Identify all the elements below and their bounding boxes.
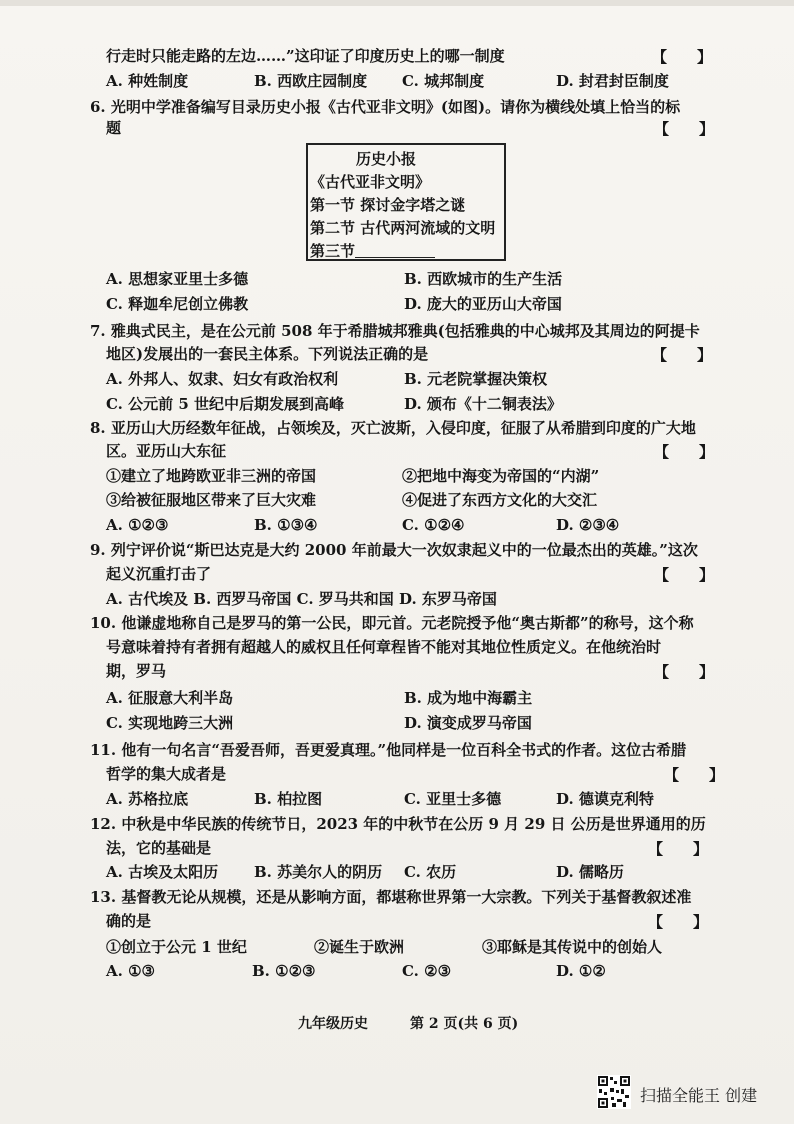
q8-stem-line2: 区。亚历山大东征 — [106, 442, 227, 460]
q6-option-c: C. 释迦牟尼创立佛教 — [106, 295, 249, 313]
q8-option-b: B. ①③④ — [254, 516, 318, 534]
q9-answer-bracket: 【 】 — [654, 566, 715, 584]
q13-option-d: D. ①② — [556, 962, 606, 980]
q8-option-a: A. ①②③ — [106, 516, 169, 534]
q12-option-d: D. 儒略历 — [556, 863, 624, 881]
q7-option-d: D. 颁布《十二铜表法》 — [404, 395, 562, 413]
box-section-2: 第二节 古代两河流域的文明 — [310, 219, 496, 237]
box-subtitle: 《古代亚非文明》 — [310, 173, 431, 191]
q7-option-b: B. 元老院掌握决策权 — [404, 370, 548, 388]
q10-stem-line2: 号意味着持有者拥有超越人的威权且任何章程皆不能对其地位性质定义。在他统治时 — [106, 638, 662, 656]
q10-option-a: A. 征服意大利半岛 — [106, 689, 234, 707]
q12-option-b: B. 苏美尔人的阴历 — [254, 863, 383, 881]
page-top-edge — [0, 0, 794, 6]
footer-subject: 九年级历史 — [298, 1016, 368, 1032]
q6-option-b: B. 西欧城市的生产生活 — [404, 270, 563, 288]
q10-option-d: D. 演变成罗马帝国 — [404, 714, 532, 732]
q12-option-a: A. 古埃及太阳历 — [106, 863, 219, 881]
q12-answer-bracket: 【 】 — [648, 840, 709, 858]
q11-stem-line1: 11. 他有一句名言“吾爱吾师，吾更爱真理。”他同样是一位百科全书式的作者。这位古希腊 — [90, 741, 687, 759]
q11-option-b: B. 柏拉图 — [254, 790, 323, 808]
q6-newspaper-box — [306, 143, 506, 261]
q10-option-b: B. 成为地中海霸主 — [404, 689, 533, 707]
q13-option-a: A. ①③ — [106, 962, 155, 980]
q6-stem-line2: 题 — [106, 119, 122, 137]
q9-stem-line2: 起义沉重打击了 — [106, 565, 212, 583]
q13-item-1: ①创立于公元 1 世纪 — [106, 938, 247, 956]
q7-option-c: C. 公元前 5 世纪中后期发展到高峰 — [106, 395, 345, 413]
q11-option-a: A. 苏格拉底 — [106, 790, 189, 808]
q13-item-2: ②诞生于欧洲 — [314, 938, 405, 956]
q12-stem-line2: 法，它的基础是 — [106, 839, 212, 857]
q13-stem-line1: 13. 基督教无论从规模，还是从影响方面，都堪称世界第一大宗教。下列关于基督教叙述准 — [90, 888, 692, 906]
q6-option-d: D. 庞大的亚历山大帝国 — [404, 295, 562, 313]
q5-answer-bracket: 【 】 — [652, 48, 713, 66]
q13-answer-bracket: 【 】 — [648, 913, 709, 931]
q6-answer-bracket: 【 】 — [654, 120, 715, 138]
box-section-3: 第三节 — [310, 240, 435, 261]
q11-option-d: D. 德谟克利特 — [556, 790, 654, 808]
q12-stem-line1: 12. 中秋是中华民族的传统节日，2023 年的中秋节在公历 9 月 29 日 公历是世界通用的历 — [90, 815, 706, 833]
q13-stem-line2: 确的是 — [106, 912, 152, 930]
q12-option-c: C. 农历 — [404, 863, 457, 881]
scanner-brand-label: 扫描全能王 创建 — [640, 1086, 758, 1105]
q5-option-a: A. 种姓制度 — [106, 72, 189, 90]
q13-item-3: ③耶稣是其传说中的创始人 — [482, 938, 663, 956]
q10-option-c: C. 实现地跨三大洲 — [106, 714, 234, 732]
q8-answer-bracket: 【 】 — [654, 443, 715, 461]
q8-item-3: ③给被征服地区带来了巨大灾难 — [106, 491, 317, 509]
q10-answer-bracket: 【 】 — [654, 663, 715, 681]
q10-stem-line3: 期，罗马 — [106, 662, 167, 680]
fill-in-blank — [355, 243, 435, 258]
q11-stem-line2: 哲学的集大成者是 — [106, 765, 227, 783]
q9-stem-line1: 9. 列宁评价说“斯巴达克是大约 2000 年前最大一次奴隶起义中的一位最杰出的英雄。”这次 — [90, 541, 698, 559]
q13-option-b: B. ①②③ — [252, 962, 316, 980]
q8-option-d: D. ②③④ — [556, 516, 620, 534]
q8-item-4: ④促进了东西方文化的大交汇 — [402, 491, 598, 509]
q8-item-2: ②把地中海变为帝国的“内湖” — [402, 467, 600, 485]
q10-stem-line1: 10. 他谦虚地称自己是罗马的第一公民，即元首。元老院授予他“奥古斯都”的称号，这个称 — [90, 614, 694, 632]
box-section-1: 第一节 探讨金字塔之谜 — [310, 196, 466, 214]
q7-option-a: A. 外邦人、奴隶、妇女有政治权利 — [106, 370, 339, 388]
q7-answer-bracket: 【 】 — [652, 346, 713, 364]
q5-option-c: C. 城邦制度 — [402, 72, 485, 90]
q8-item-1: ①建立了地跨欧亚非三洲的帝国 — [106, 467, 317, 485]
qr-code-icon — [597, 1075, 631, 1109]
box-title: 历史小报 — [356, 150, 417, 168]
q6-option-a: A. 思想家亚里士多德 — [106, 270, 249, 288]
q6-stem-line1: 6. 光明中学准备编写目录历史小报《古代亚非文明》(如图)。请你为横线处填上恰当的标 — [90, 98, 681, 116]
q7-stem-line1: 7. 雅典式民主，是在公元前 508 年于希腊城邦雅典(包括雅典的中心城邦及其周边的阿提卡 — [90, 322, 700, 340]
q7-stem-line2: 地区)发展出的一套民主体系。下列说法正确的是 — [106, 345, 429, 363]
q5-text: 行走时只能走路的左边……”这印证了印度历史上的哪一制度 — [106, 47, 505, 65]
q8-stem-line1: 8. 亚历山大历经数年征战，占领埃及，灭亡波斯，入侵印度，征服了从希腊到印度的广大地 — [90, 419, 696, 437]
q9-options: A. 古代埃及 B. 西罗马帝国 C. 罗马共和国 D. 东罗马帝国 — [106, 590, 497, 608]
footer-page-number: 第 2 页(共 6 页) — [410, 1016, 519, 1032]
q5-option-b: B. 西欧庄园制度 — [254, 72, 368, 90]
q11-answer-bracket: 【 】 — [664, 766, 725, 784]
q5-option-d: D. 封君封臣制度 — [556, 72, 669, 90]
q8-option-c: C. ①②④ — [402, 516, 465, 534]
q13-option-c: C. ②③ — [402, 962, 452, 980]
q11-option-c: C. 亚里士多德 — [404, 790, 502, 808]
